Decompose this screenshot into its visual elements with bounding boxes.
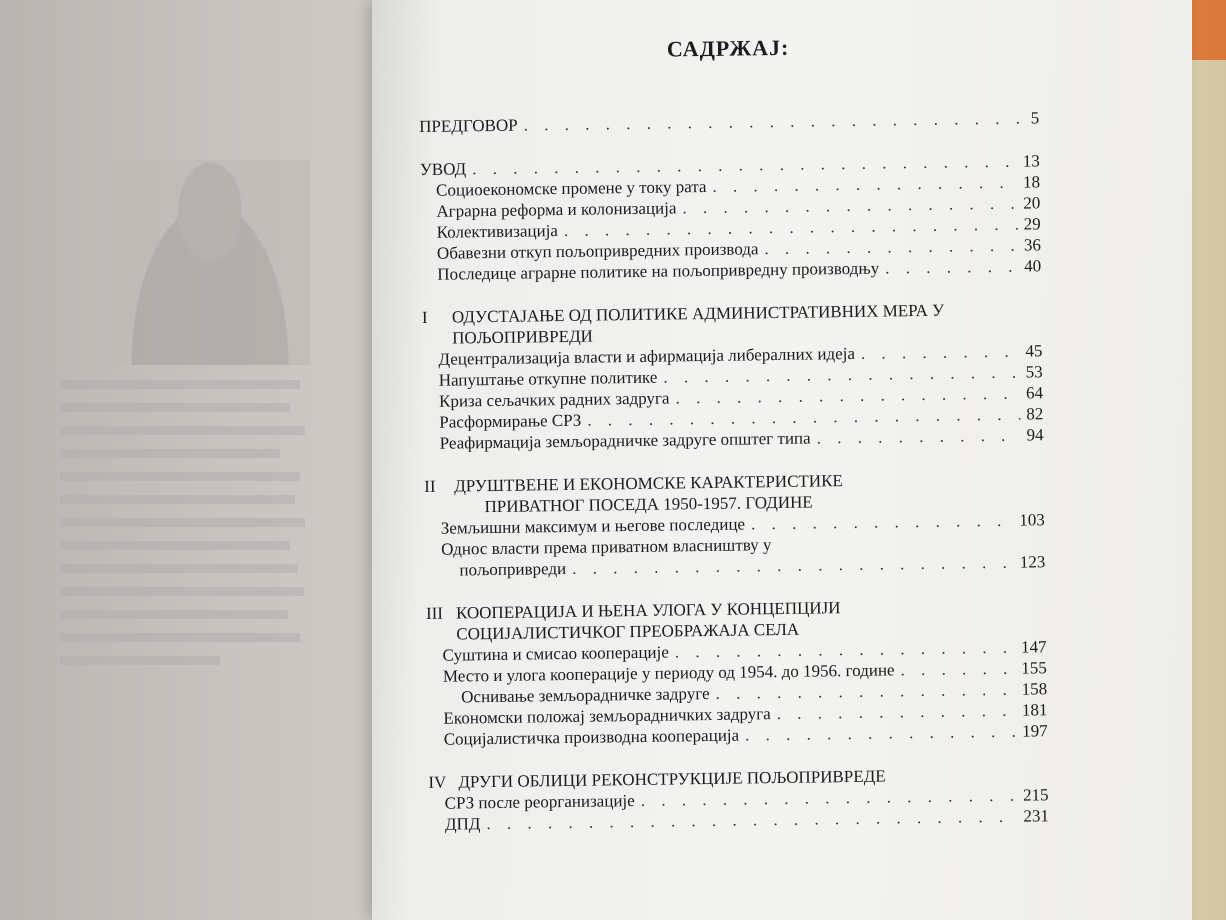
entry-page: 158 — [1021, 679, 1048, 699]
entry-label: Економски положај земљорадничких задруга — [443, 704, 771, 728]
entry-label: ПРЕДГОВОР — [419, 115, 518, 136]
entry-page: 18 — [1022, 172, 1041, 192]
faded-text-lines — [60, 380, 310, 679]
chapter-title-line1: КООПЕРАЦИЈА И ЊЕНА УЛОГА У КОНЦЕПЦИЈИ — [455, 598, 841, 623]
faded-photo — [110, 160, 310, 365]
entry-page: 103 — [1019, 510, 1045, 530]
entry-label: УВОД — [419, 159, 467, 179]
entry-page: 231 — [1023, 806, 1050, 826]
entry-page: 53 — [1025, 362, 1043, 382]
entry-label: ДПД — [444, 814, 481, 834]
entry-page: 82 — [1026, 404, 1044, 424]
entry-label: Место и улога кооперације у периоду од 1954. до 1956. године — [442, 660, 895, 686]
entry-page: 5 — [1030, 108, 1040, 128]
entry-page: 197 — [1022, 721, 1048, 741]
entry-page: 36 — [1023, 235, 1042, 255]
entry-label: Обавезни откуп пољопривредних производа — [436, 239, 759, 263]
entry-label: Криза сељачких радних задруга — [438, 388, 670, 411]
entry-page: 147 — [1020, 637, 1047, 657]
entry-label: Колективизација — [436, 221, 559, 242]
table-of-contents — [418, 31, 1049, 835]
chapter-1 — [422, 298, 1044, 454]
entry-page: 45 — [1025, 341, 1043, 361]
chapter-4 — [428, 763, 1049, 835]
entry-label: СРЗ после реорганизације — [444, 791, 635, 813]
toc-title: САДРЖАЈ: — [666, 34, 790, 62]
entry-label: Реафирмација земљорадничке задруге општег типа — [439, 428, 811, 453]
left-page — [0, 0, 380, 920]
entry-page: 215 — [1022, 785, 1049, 805]
chapter-title-line2: СОЦИЈАЛИСТИЧКОГ ПРЕОБРАЖАЈА СЕЛА — [456, 619, 800, 644]
chapter-number: III — [425, 603, 444, 623]
entry-page: 20 — [1023, 193, 1041, 213]
entry-page: 64 — [1025, 383, 1044, 403]
entry-label: Однос власти према приватном власништву у — [440, 535, 772, 559]
dot-leader — [745, 721, 1016, 746]
entry-page: 123 — [1019, 552, 1046, 572]
entry-label: Оснивање земљорадничке задруге — [461, 683, 710, 707]
entry-label: Последице аграрне политике на пољопривредну производњу — [437, 258, 880, 284]
chapter-number: II — [424, 476, 436, 496]
entry-label: Социјалистичка производна кооперација — [443, 725, 740, 749]
dot-leader — [861, 341, 1020, 364]
dot-leader — [816, 425, 1020, 449]
dot-leader — [885, 256, 1018, 279]
entry-label: Социоекономске промене у току рата — [435, 176, 707, 200]
chapter-number: I — [421, 307, 428, 327]
chapter-title-line1: ДРУШТВЕНЕ И ЕКОНОМСКЕ КАРАКТЕРИСТИКЕ — [454, 471, 843, 496]
chapter-number: IV — [428, 772, 447, 792]
entry-label: Суштина и смисао кооперације — [442, 642, 669, 665]
entry-page: 29 — [1023, 214, 1041, 234]
entry-label: Земљишни максимум и његове последице — [440, 514, 746, 538]
dot-leader — [751, 510, 1014, 535]
entry-page: 155 — [1021, 658, 1047, 678]
chapter-title-line2: ПРИВАТНОГ ПОСЕДА 1950-1957. ГОДИНЕ — [484, 492, 813, 517]
entry-page: 13 — [1022, 151, 1040, 171]
entry-page: 181 — [1021, 700, 1048, 720]
entry-page: 40 — [1024, 256, 1042, 276]
entry-label: Аграрна реформа и колонизација — [436, 198, 677, 221]
entry-label: Расформирање СРЗ — [439, 410, 582, 432]
chapter-2 — [424, 467, 1045, 581]
entry-label: пољопривреди — [459, 558, 567, 580]
chapter-title-line1: ДРУГИ ОБЛИЦИ РЕКОНСТРУКЦИЈЕ ПОЉОПРИВРЕДЕ — [458, 766, 886, 792]
chapter-3 — [426, 594, 1048, 750]
dot-leader — [900, 658, 1015, 681]
entry-label: Децентрализација власти и афирмација либералних идеја — [438, 343, 856, 369]
chapter-title-line1: ОДУСТАЈАЊЕ ОД ПОЛИТИКЕ АДМИНИСТРАТИВНИХ МЕРА У — [451, 300, 945, 327]
entry-page: 94 — [1026, 425, 1044, 445]
entry-label: Напуштање откупне политике — [438, 367, 658, 390]
chapter-title-line2: ПОЉОПРИВРЕДИ — [452, 326, 594, 348]
